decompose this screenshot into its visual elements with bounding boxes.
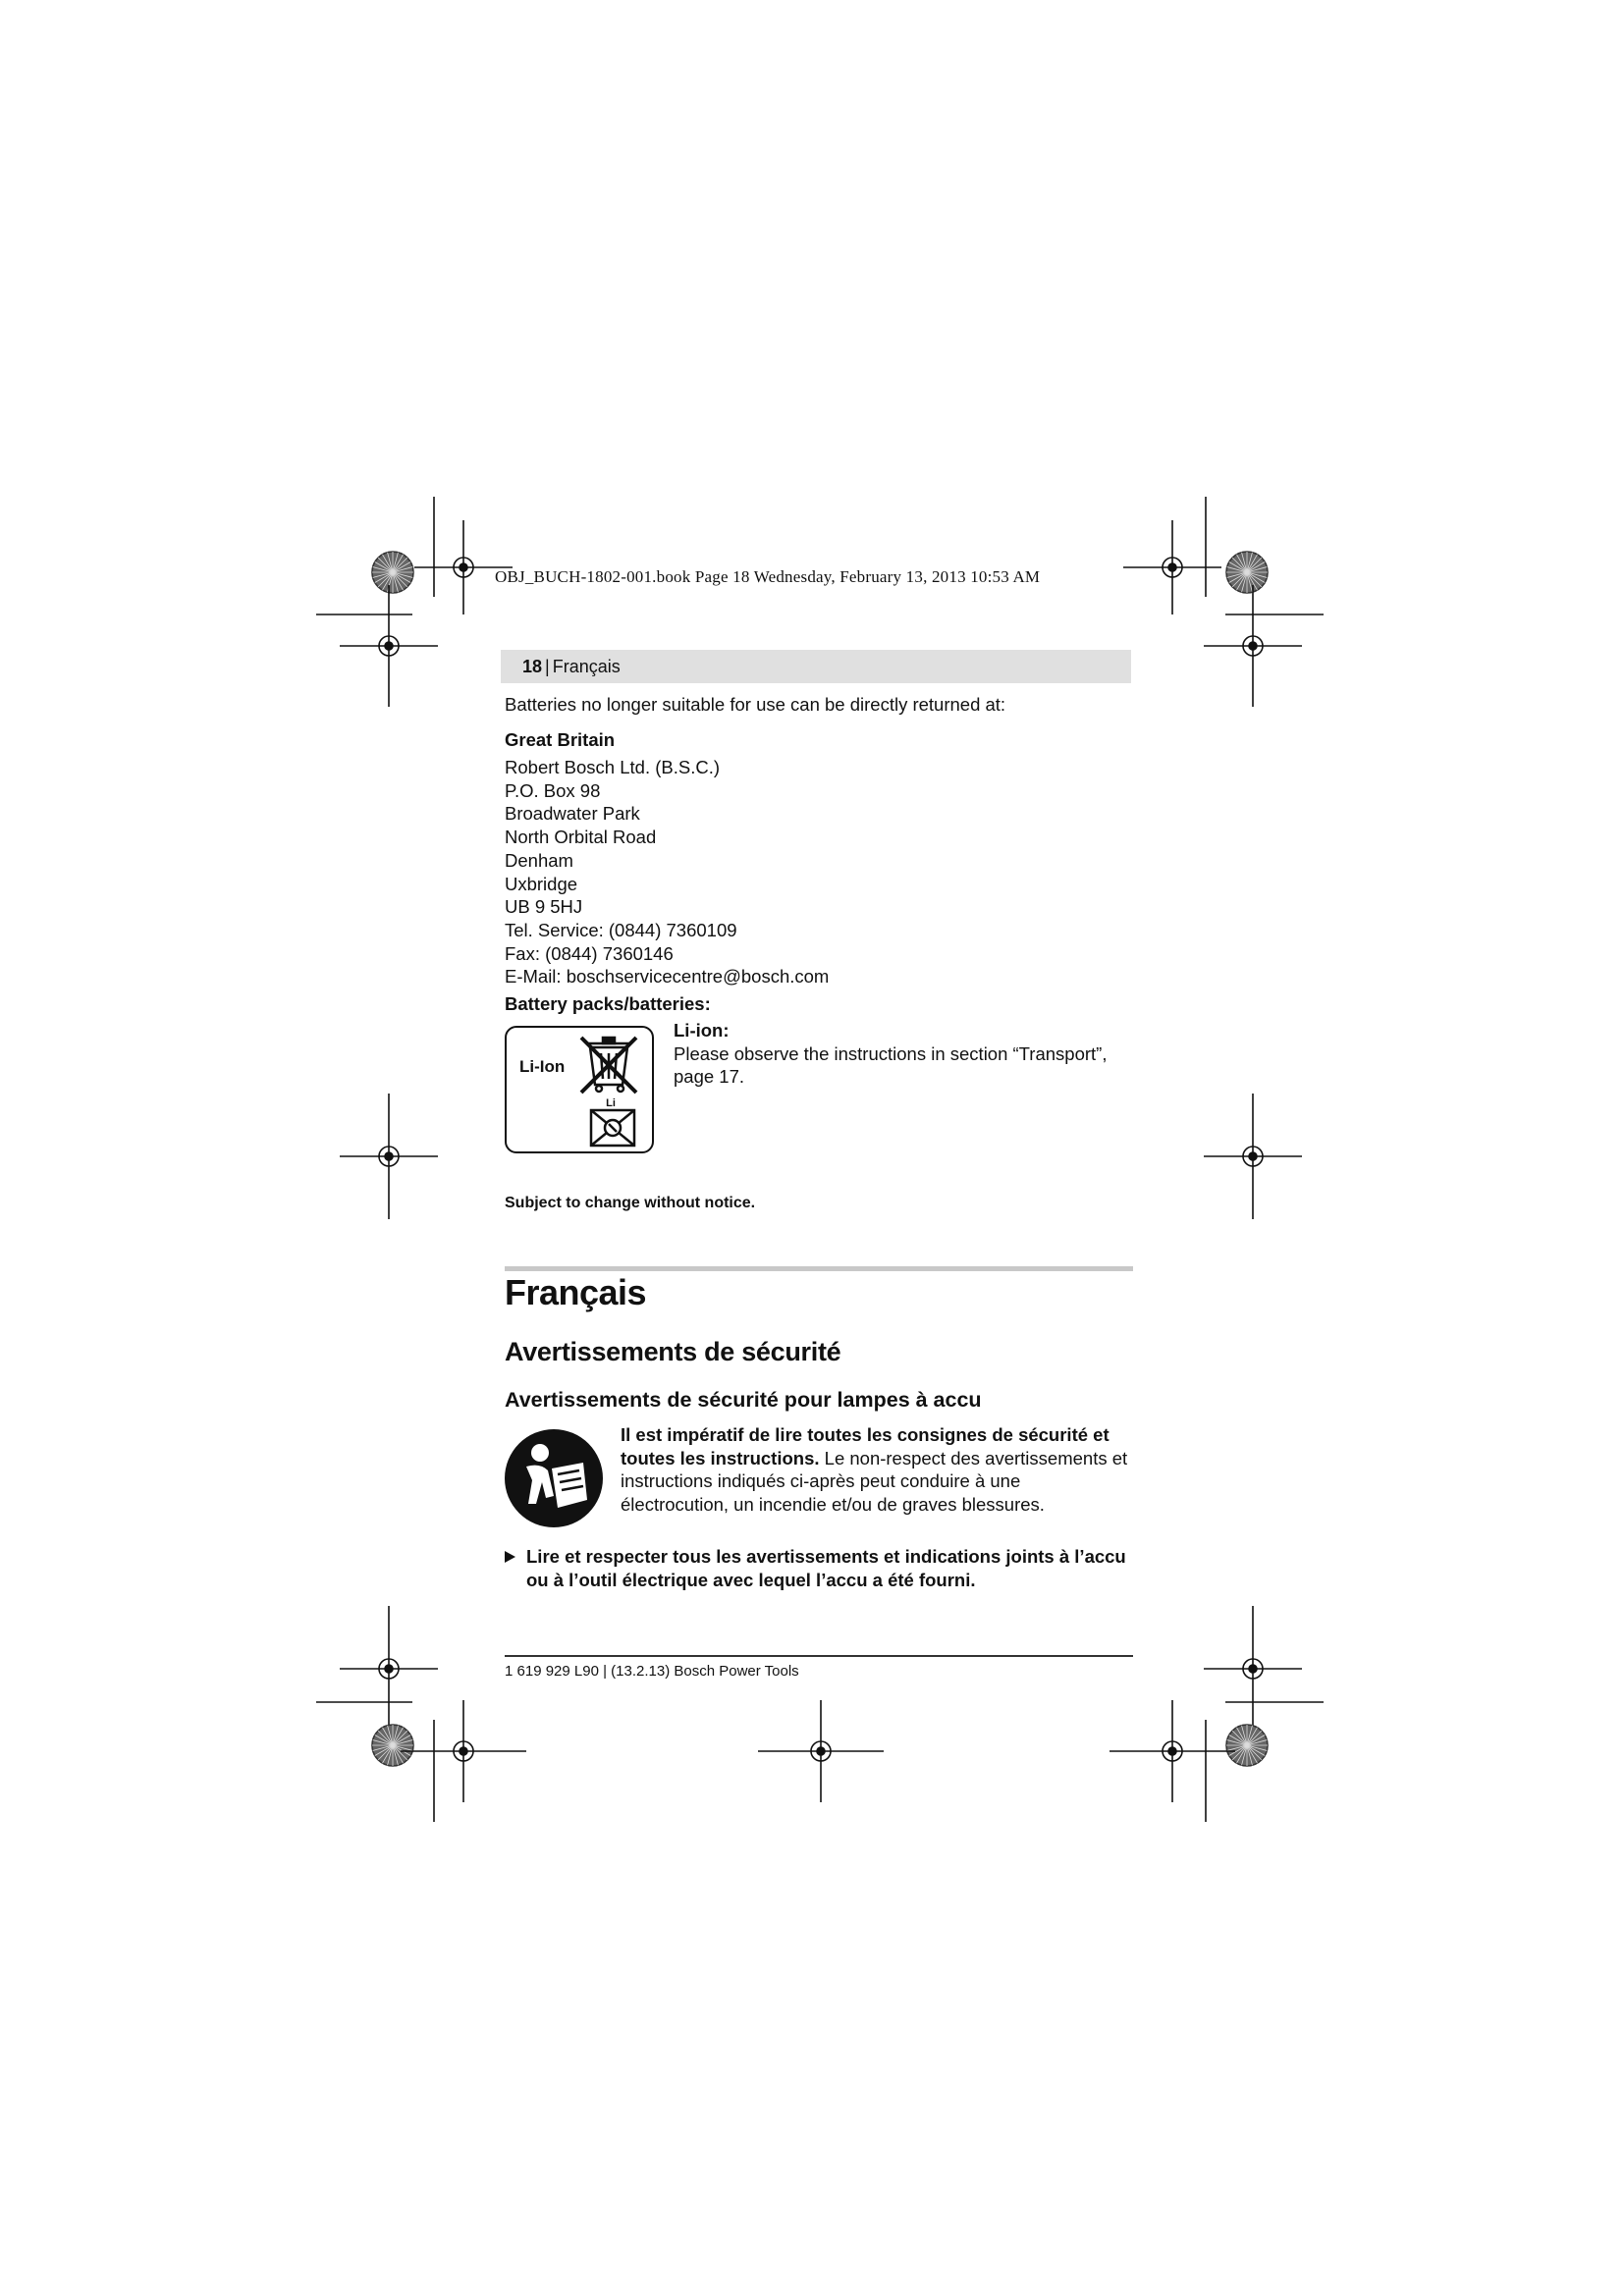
crosshair-dot: [385, 1152, 393, 1160]
crosshair-dot: [1168, 1747, 1176, 1755]
crosshair-dot: [1249, 1665, 1257, 1673]
crosshair-dot: [460, 563, 467, 571]
language-title: Français: [505, 1272, 647, 1312]
li-ion-heading: Li-ion:: [674, 1020, 730, 1041]
address-line: Fax: (0844) 7360146: [505, 942, 674, 964]
crosshair-dot: [817, 1747, 825, 1755]
li-ion-disposal-symbol: [505, 1026, 654, 1153]
address-line: Denham: [505, 849, 573, 871]
bullet-triangle-icon: [505, 1551, 515, 1563]
read-manual-icon: [503, 1427, 605, 1529]
li-ion-label: Li-Ion: [519, 1057, 566, 1076]
safety-warning: [621, 1423, 1131, 1517]
running-header: [501, 650, 1131, 683]
address-line: Robert Bosch Ltd. (B.S.C.): [505, 757, 721, 777]
header-separator: |: [545, 657, 550, 676]
change-notice: Subject to change without notice.: [505, 1195, 756, 1211]
page-footer: 1 619 929 L90 | (13.2.13) Bosch Power Tools: [505, 1663, 799, 1680]
crosshair-dot: [385, 642, 393, 650]
battery-heading: Battery packs/batteries:: [505, 993, 711, 1014]
section-rule: [505, 1266, 1133, 1271]
address-block: [505, 756, 829, 988]
li-ion-text-line: Please observe the instructions in section “Transport”,: [674, 1042, 1108, 1064]
address-line: UB 9 5HJ: [505, 896, 583, 918]
safety-warning-bold: Il est impératif de lire toutes les consignes de sécurité et toutes les instructions.: [621, 1424, 1110, 1468]
safety-heading: Avertissements de sécurité: [505, 1337, 841, 1366]
address-line: P.O. Box 98: [505, 779, 601, 801]
crosshair-dot: [1249, 642, 1257, 650]
page-number: 18: [522, 657, 543, 676]
safety-warning-text: Le non-respect des avertissements et instructions indiqués ci-après peut conduire à une électrocution, un incendie et/ou de graves blessures.: [621, 1447, 1128, 1516]
crossed-bin-icon: [577, 1034, 648, 1149]
crosshair-dot: [1249, 1152, 1257, 1160]
address-line: Uxbridge: [505, 873, 578, 894]
return-intro: Batteries no longer suitable for use can be directly returned at:: [505, 694, 1006, 715]
safety-subheading: Avertissements de sécurité pour lampes à accu: [505, 1388, 982, 1412]
crosshair-dot: [1168, 563, 1176, 571]
address-line: North Orbital Road: [505, 827, 657, 848]
crosshair-dot: [385, 1665, 393, 1673]
li-ion-note: [674, 1019, 1107, 1089]
address-line: E-Mail: boschservicecentre@bosch.com: [505, 966, 830, 988]
bin-li-label: Li: [606, 1097, 616, 1109]
li-ion-text-line: page 17.: [674, 1066, 745, 1088]
header-language: Français: [552, 657, 621, 676]
address-line: Tel. Service: (0844) 7360109: [505, 919, 737, 940]
country-heading: Great Britain: [505, 729, 616, 750]
print-book-line: OBJ_BUCH-1802-001.book Page 18 Wednesday, February 13, 2013 10:53 AM: [495, 567, 1041, 586]
address-line: Broadwater Park: [505, 803, 640, 825]
footer-rule: [505, 1655, 1133, 1657]
bullet-text: Lire et respecter tous les avertissements et indications joints à l’accu ou à l’outil électrique avec lequel l’accu a été fourni.: [526, 1546, 1126, 1590]
crosshair-dot: [460, 1747, 467, 1755]
